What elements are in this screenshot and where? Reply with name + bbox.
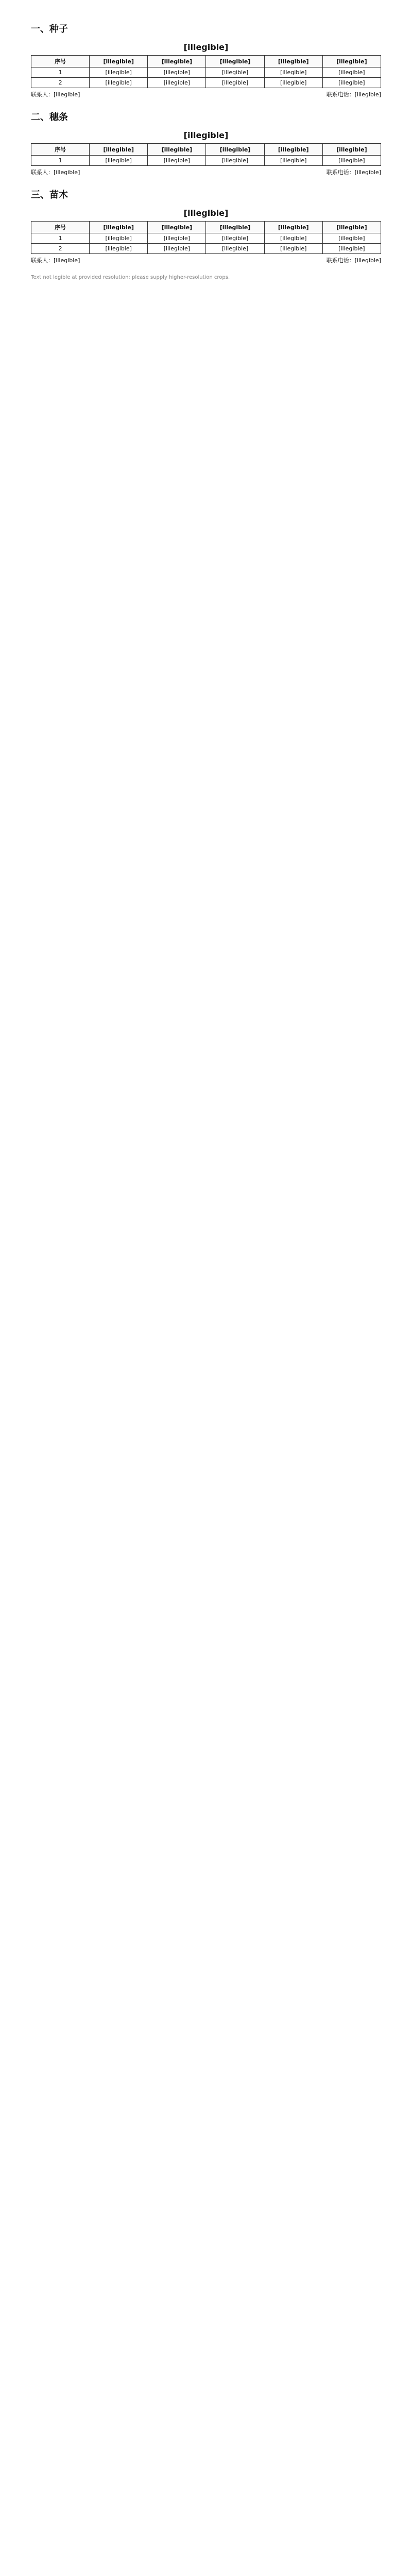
document-page [0,0,412,301]
column-header: [illegible] [148,144,206,156]
table-row [31,78,381,88]
table-body [31,67,381,88]
table-cell: [illegible] [148,67,206,78]
table-head [31,222,381,233]
table-cell: [illegible] [148,244,206,254]
table-cell: [illegible] [322,67,381,78]
table-cell: [illegible] [148,233,206,244]
table-cell: 2 [31,244,90,254]
table-head [31,144,381,156]
table-cell: [illegible] [206,244,264,254]
column-header: [illegible] [206,56,264,67]
company-title: [illegible] [183,208,229,218]
table-head [31,56,381,67]
company-table [31,143,381,166]
contact-person: 联系人：[illegible] [31,169,80,176]
company-block [31,42,381,98]
table-cell: 1 [31,67,90,78]
table-cell: [illegible] [90,156,148,166]
column-header: [illegible] [322,144,381,156]
contact-line [31,90,381,98]
company-block [31,208,381,264]
table-cell: 1 [31,156,90,166]
column-header: [illegible] [90,222,148,233]
table-cell: [illegible] [322,78,381,88]
table-cell: [illegible] [264,233,322,244]
contact-phone: 联系电话：[illegible] [326,91,381,98]
column-header: [illegible] [148,222,206,233]
table-cell: [illegible] [264,156,322,166]
column-header: [illegible] [322,222,381,233]
table-row [31,156,381,166]
table-header-row [31,144,381,156]
contact-line [31,168,381,176]
table-cell: [illegible] [322,233,381,244]
table-cell: [illegible] [264,78,322,88]
table-cell: [illegible] [322,244,381,254]
table-cell: [illegible] [90,67,148,78]
column-header: [illegible] [206,144,264,156]
table-row [31,233,381,244]
table-cell: [illegible] [206,156,264,166]
column-header: [illegible] [148,56,206,67]
table-body [31,156,381,166]
column-header: 序号 [31,222,90,233]
section-heading: 一、种子 [31,24,68,35]
section-heading: 三、苗木 [31,190,68,200]
table-cell: [illegible] [90,78,148,88]
column-header: [illegible] [264,144,322,156]
table-header-row [31,56,381,67]
contact-person: 联系人：[illegible] [31,257,80,264]
table-cell: [illegible] [264,67,322,78]
contact-line [31,256,381,264]
column-header: [illegible] [90,56,148,67]
company-table [31,55,381,88]
table-cell: [illegible] [90,244,148,254]
table-cell: [illegible] [206,233,264,244]
table-cell: [illegible] [264,244,322,254]
table-cell: [illegible] [206,67,264,78]
table-cell: [illegible] [206,78,264,88]
table-row [31,67,381,78]
column-header: 序号 [31,144,90,156]
column-header: [illegible] [206,222,264,233]
table-cell: 1 [31,233,90,244]
table-cell: [illegible] [322,156,381,166]
company-title: [illegible] [183,42,229,52]
column-header: [illegible] [90,144,148,156]
table-cell: 2 [31,78,90,88]
column-header: [illegible] [322,56,381,67]
transcription-note: Text not legible at provided resolution; please supply higher-resolution crops. [31,275,230,280]
contact-phone: 联系电话：[illegible] [326,169,381,176]
company-block [31,130,381,176]
company-title: [illegible] [183,130,229,140]
company-table [31,221,381,254]
contact-phone: 联系电话：[illegible] [326,257,381,264]
column-header: [illegible] [264,56,322,67]
table-cell: [illegible] [148,156,206,166]
table-cell: [illegible] [148,78,206,88]
column-header: 序号 [31,56,90,67]
column-header: [illegible] [264,222,322,233]
table-row [31,244,381,254]
contact-person: 联系人：[illegible] [31,91,80,98]
section-heading: 二、穗条 [31,112,68,123]
table-body [31,233,381,254]
table-header-row [31,222,381,233]
table-cell: [illegible] [90,233,148,244]
